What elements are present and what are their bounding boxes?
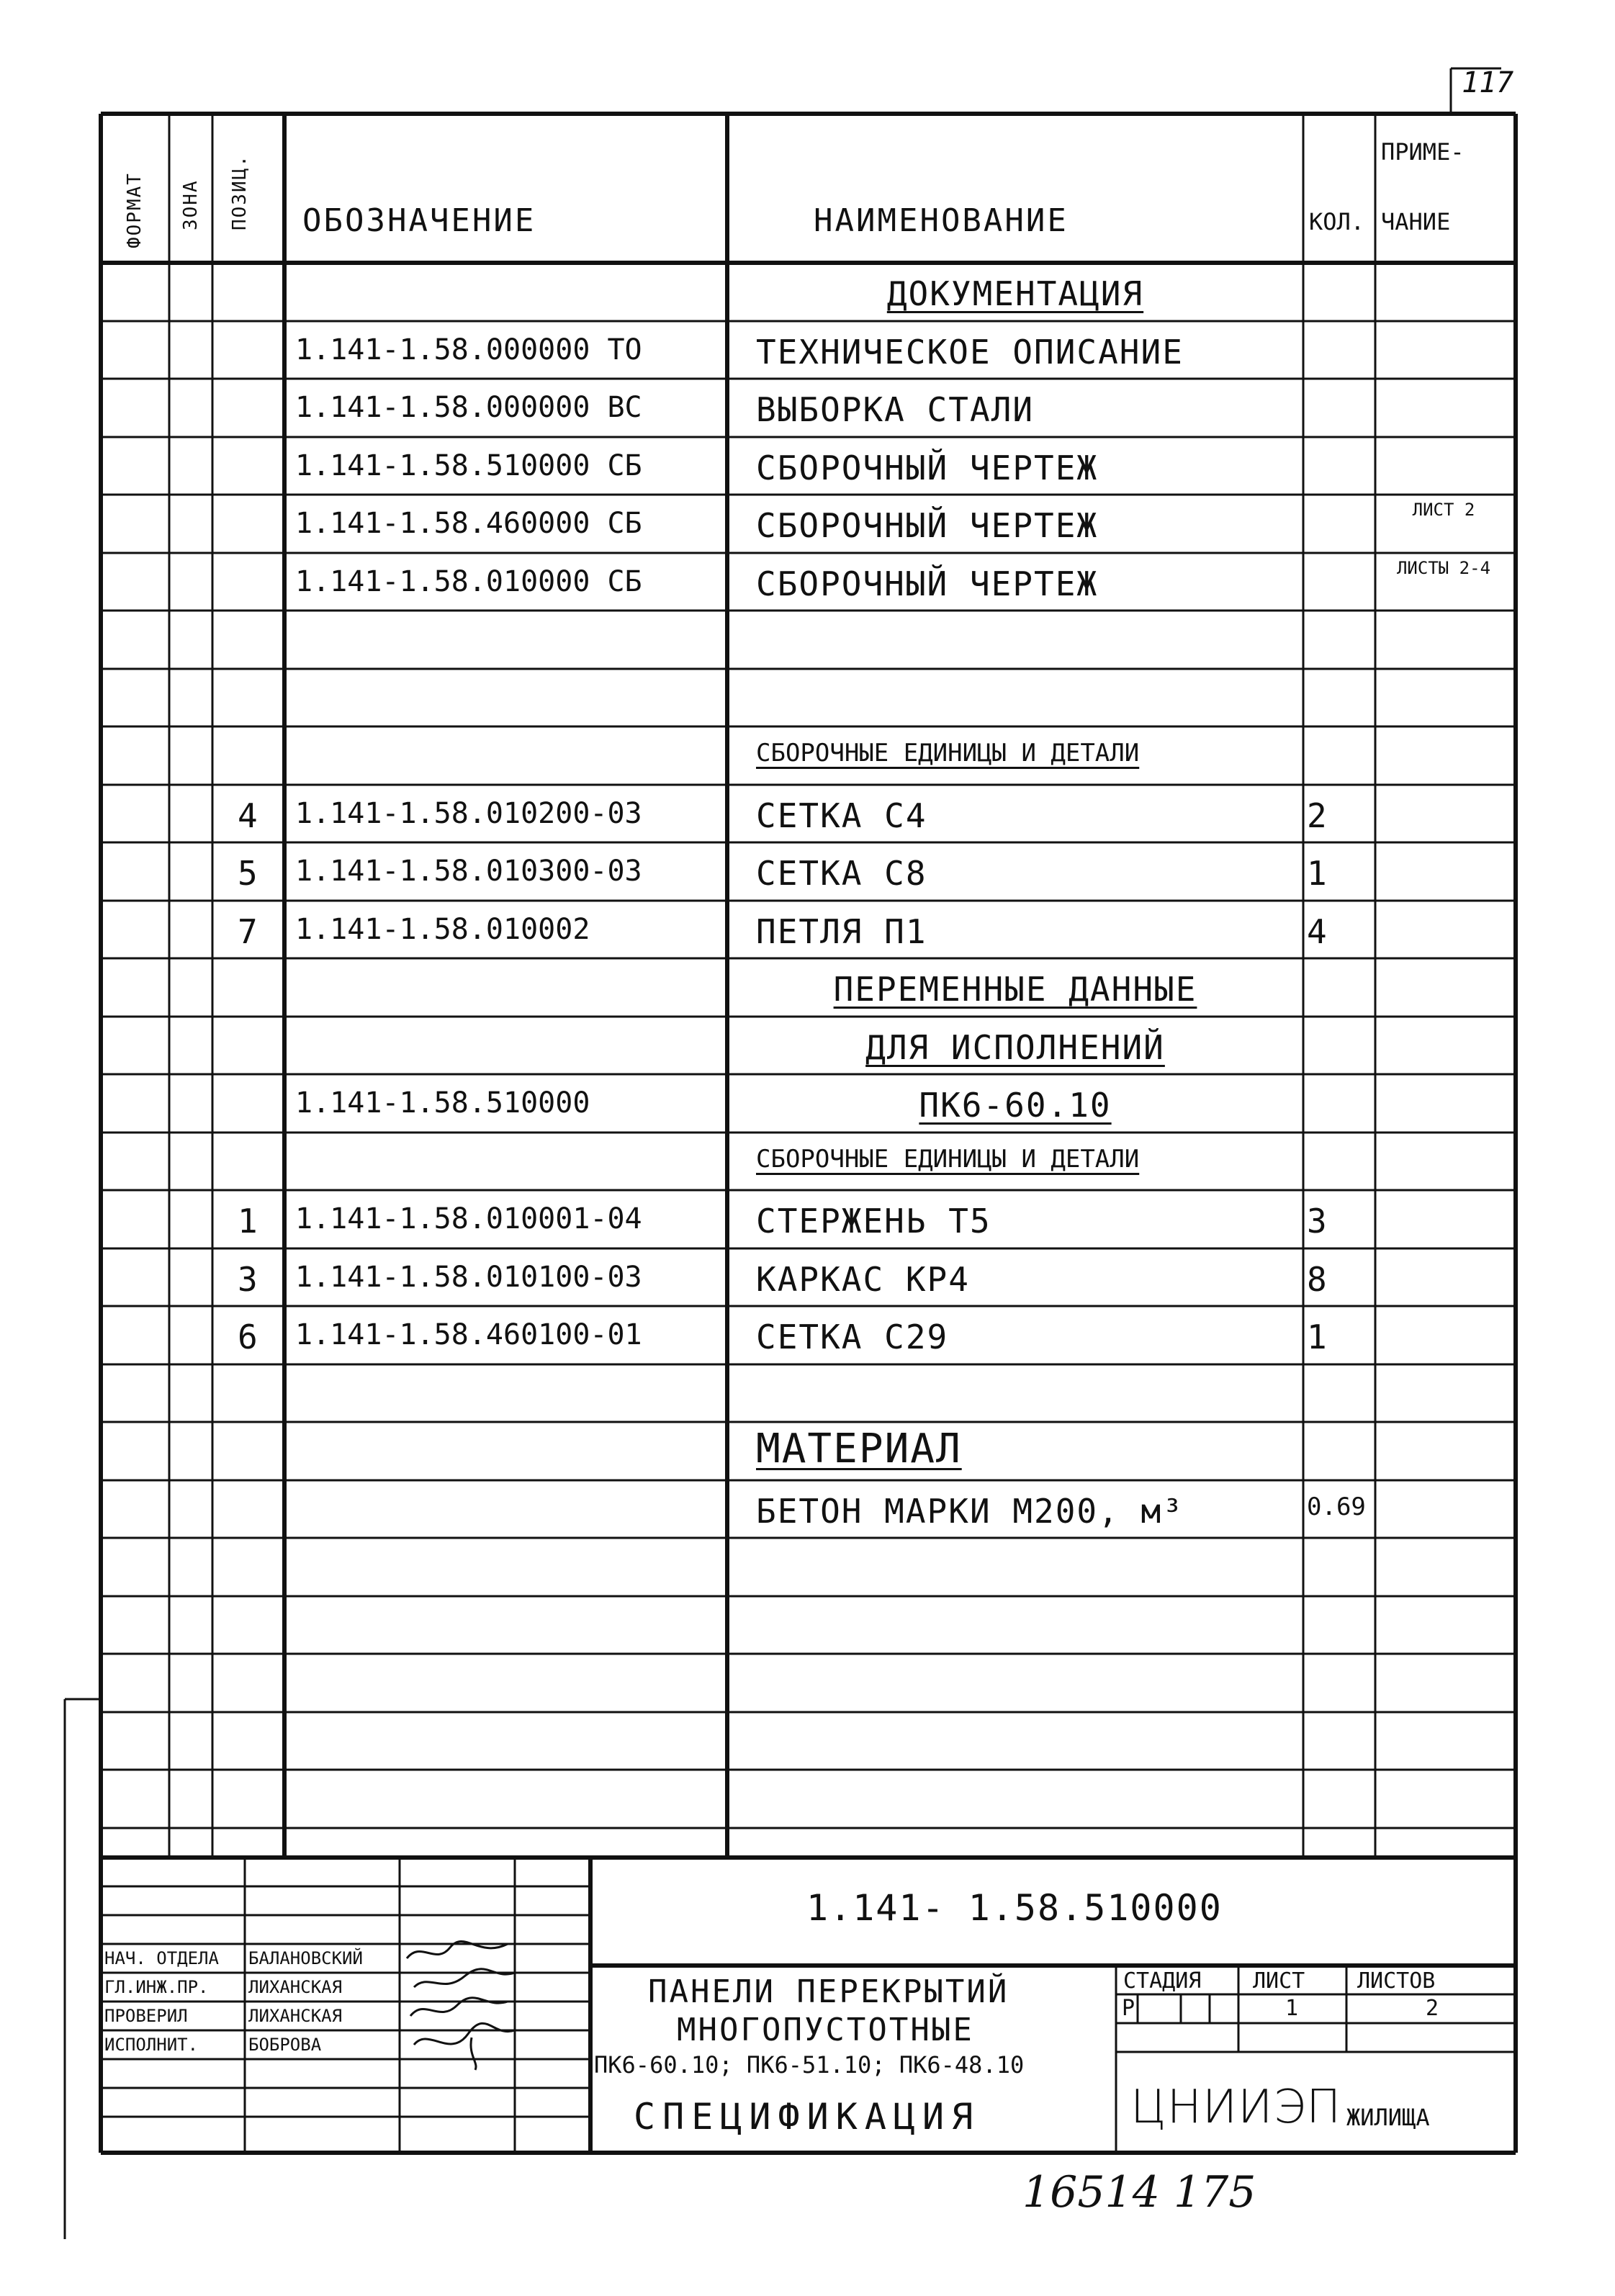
title-line4: СПЕЦИФИКАЦИЯ (634, 2096, 981, 2138)
table-row (0, 379, 1615, 437)
table-row (0, 1133, 1615, 1191)
table-row (0, 611, 1615, 669)
qty-cell: 3 (1307, 1202, 1328, 1241)
name-cell: СТЕРЖЕНЬ Т5 (756, 1202, 991, 1241)
sheets-label: ЛИСТОВ (1357, 1968, 1436, 1994)
signer-name: ЛИХАНСКАЯ (248, 2006, 343, 2026)
designation-cell: 1.141-1.58.010000 СБ (295, 565, 642, 598)
signature-scribbles (400, 1937, 544, 2074)
header-note-line1: ПРИМЕ- (1381, 138, 1465, 166)
header-format: ФОРМАТ (124, 172, 145, 248)
table-row (0, 321, 1615, 379)
table-row (0, 1480, 1615, 1539)
signer-role: ГЛ.ИНЖ.ПР. (104, 1977, 209, 1997)
designation-cell: 1.141-1.58.000000 ТО (295, 333, 642, 366)
position-cell: 6 (238, 1318, 259, 1356)
name-cell: СЕТКА С8 (756, 854, 927, 893)
name-cell: ВЫБОРКА СТАЛИ (756, 390, 1035, 429)
org-logo: ЦНИИЭП (1130, 2081, 1342, 2134)
name-cell: ТЕХНИЧЕСКОЕ ОПИСАНИЕ (756, 333, 1184, 372)
designation-cell: 1.141-1.58.460100-01 (295, 1318, 642, 1351)
name-cell: БЕТОН МАРКИ М200, м³ (756, 1492, 1184, 1531)
sheet-corner-mark: 117 (1462, 66, 1514, 99)
org-name: ЖИЛИЩА (1346, 2104, 1430, 2131)
designation-cell: 1.141-1.58.000000 ВС (295, 391, 642, 424)
designation-cell: 1.141-1.58.510000 СБ (295, 449, 642, 482)
qty-cell: 2 (1307, 796, 1328, 835)
table-row (0, 1306, 1615, 1364)
designation-cell: 1.141-1.58.010300-03 (295, 855, 642, 888)
table-row (0, 669, 1615, 727)
header-designation: ОБОЗНАЧЕНИЕ (302, 202, 536, 239)
name-cell: СБОРОЧНЫЕ ЕДИНИЦЫ И ДЕТАЛИ (756, 739, 1140, 767)
signer-role: ПРОВЕРИЛ (104, 2006, 188, 2026)
signer-role: НАЧ. ОТДЕЛА (104, 1948, 219, 1968)
signer-name: БОБРОВА (248, 2035, 322, 2055)
qty-cell: 0.69 (1307, 1493, 1366, 1521)
header-zone: ЗОНА (180, 179, 202, 230)
document-code: 1.141- 1.58.510000 (806, 1887, 1223, 1929)
corner-bracket (1447, 65, 1505, 115)
name-cell: СЕТКА С29 (756, 1318, 949, 1356)
title-line1: ПАНЕЛИ ПЕРЕКРЫТИЙ (648, 1973, 1009, 2010)
qty-cell: 4 (1307, 912, 1328, 951)
designation-cell: 1.141-1.58.010200-03 (295, 797, 642, 830)
designation-cell: 1.141-1.58.510000 (295, 1086, 590, 1120)
table-row (0, 1017, 1615, 1075)
name-cell: ДОКУМЕНТАЦИЯ (886, 274, 1144, 313)
table-row (0, 785, 1615, 843)
header-qty: КОЛ. (1309, 208, 1365, 235)
table-row (0, 437, 1615, 495)
sheets-value: 2 (1426, 1996, 1439, 2021)
stage-label: СТАДИЯ (1123, 1968, 1202, 1994)
designation-cell: 1.141-1.58.010001-04 (295, 1202, 642, 1235)
note-cell: ЛИСТЫ 2-4 (1396, 558, 1491, 578)
signer-name: БАЛАНОВСКИЙ (248, 1948, 363, 1968)
header-name: НАИМЕНОВАНИЕ (814, 202, 1069, 239)
position-cell: 1 (238, 1202, 259, 1241)
position-cell: 4 (238, 796, 259, 835)
header-note-line2: ЧАНИЕ (1381, 208, 1451, 235)
title-line2: МНОГОПУСТОТНЫЕ (677, 2012, 974, 2048)
sheet-label: ЛИСТ (1253, 1968, 1305, 1994)
name-cell: ПЕТЛЯ П1 (756, 912, 927, 951)
name-cell: ПК6-60.10 (919, 1086, 1112, 1125)
name-cell: МАТЕРИАЛ (756, 1426, 962, 1472)
table-row (0, 263, 1615, 321)
table-row (0, 901, 1615, 959)
table-row (0, 842, 1615, 901)
qty-cell: 1 (1307, 854, 1328, 893)
signer-name: ЛИХАНСКАЯ (248, 1977, 343, 1997)
archive-number: 16514 175 (1022, 2167, 1256, 2218)
position-cell: 3 (238, 1260, 259, 1299)
title-line3: ПК6-60.10; ПК6-51.10; ПК6-48.10 (594, 2051, 1025, 2079)
name-cell: СБОРОЧНЫЙ ЧЕРТЕЖ (756, 506, 1099, 545)
name-cell: СБОРОЧНЫЕ ЕДИНИЦЫ И ДЕТАЛИ (756, 1145, 1140, 1174)
table-row (0, 1074, 1615, 1133)
qty-cell: 8 (1307, 1260, 1328, 1299)
table-row (0, 958, 1615, 1017)
header-position: ПОЗИЦ. (229, 154, 251, 230)
name-cell: СБОРОЧНЫЙ ЧЕРТЕЖ (756, 449, 1099, 487)
table-row (0, 1190, 1615, 1248)
position-cell: 5 (238, 854, 259, 893)
designation-cell: 1.141-1.58.460000 СБ (295, 507, 642, 540)
name-cell: ПЕРЕМЕННЫЕ ДАННЫЕ (833, 970, 1197, 1009)
name-cell: СБОРОЧНЫЙ ЧЕРТЕЖ (756, 564, 1099, 603)
table-row (0, 726, 1615, 785)
position-cell: 7 (238, 912, 259, 951)
designation-cell: 1.141-1.58.010100-03 (295, 1261, 642, 1294)
table-row (0, 1364, 1615, 1423)
designation-cell: 1.141-1.58.010002 (295, 913, 590, 946)
signer-role: ИСПОЛНИТ. (104, 2035, 199, 2055)
name-cell: ДЛЯ ИСПОЛНЕНИЙ (865, 1028, 1165, 1067)
name-cell: СЕТКА С4 (756, 796, 927, 835)
table-row (0, 553, 1615, 611)
sheet-value: 1 (1285, 1996, 1299, 2021)
name-cell: КАРКАС КР4 (756, 1260, 970, 1299)
note-cell: ЛИСТ 2 (1412, 500, 1475, 520)
stage-value: Р (1122, 1996, 1135, 2021)
qty-cell: 1 (1307, 1318, 1328, 1356)
table-row (0, 1248, 1615, 1307)
table-row (0, 495, 1615, 553)
table-row (0, 1422, 1615, 1480)
